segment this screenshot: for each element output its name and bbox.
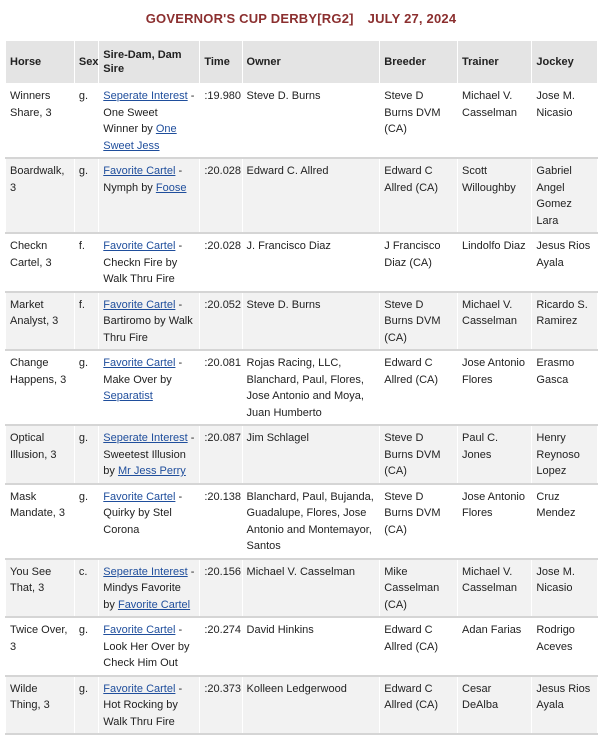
sex-cell: g. [74, 158, 98, 233]
sire-dam-cell: Favorite Cartel - Hot Rocking by Walk Thru Fire [99, 676, 200, 735]
sire-link[interactable]: Seperate Interest [103, 565, 188, 578]
breeder-cell: Edward C Allred (CA) [380, 158, 458, 233]
breeder-cell: Steve D Burns DVM (CA) [380, 84, 458, 159]
sire-link[interactable]: Favorite Cartel [103, 490, 176, 503]
sire-link[interactable]: Favorite Cartel [103, 165, 176, 177]
by-label: by [103, 598, 115, 611]
time-cell: :20.081 [200, 350, 242, 425]
breeder-cell: Edward C Allred (CA) [380, 350, 458, 425]
sire-link[interactable]: Favorite Cartel [103, 682, 176, 695]
by-label: by [138, 507, 150, 519]
dam-name: One Sweet Winner [103, 106, 158, 135]
sex-cell: g. [74, 350, 98, 425]
sire-dam-cell: Seperate Interest - One Sweet Winner by One Sweet Jess [99, 84, 200, 159]
horse-cell: Twice Over, 3 [6, 617, 75, 676]
jockey-cell: Rodrigo Aceves [532, 617, 598, 676]
breeder-cell: Mike Casselman (CA) [380, 559, 458, 618]
owner-cell: Steve D. Burns [242, 292, 380, 351]
breeder-cell: Edward C Allred (CA) [380, 676, 458, 735]
race-name: GOVERNOR'S CUP DERBY[RG2] [145, 11, 354, 26]
dam-name: Quirky [103, 507, 136, 519]
sex-cell: g. [74, 617, 98, 676]
sire-dam-cell: Seperate Interest - Sweetest Illusion by Mr Jess Perry [99, 425, 200, 484]
time-cell: :20.274 [200, 617, 242, 676]
col-header-jockey: Jockey [532, 41, 598, 84]
dam-name: Checkn Fire [103, 256, 163, 269]
dam-sire-link[interactable]: Foose [155, 181, 187, 194]
dam-name: Nymph [103, 181, 139, 194]
race-date: JULY 27, 2024 [367, 11, 457, 26]
results-body [6, 84, 598, 735]
sire-link[interactable]: Favorite Cartel [103, 624, 176, 636]
trainer-cell: Paul C. Jones [458, 425, 532, 484]
table-row [6, 350, 598, 425]
table-row [6, 84, 598, 159]
time-cell: :20.028 [200, 233, 242, 292]
by-label: by [166, 699, 178, 711]
sire-dam-cell: Seperate Interest - Mindys Favorite by Favorite Cartel [99, 559, 200, 618]
col-header-sire-dam: Sire-Dam, Dam Sire [99, 41, 200, 84]
dam-sire-link[interactable]: Mr Jess Perry [117, 465, 186, 477]
jockey-cell: Erasmo Gasca [532, 350, 598, 425]
dam-name: Sweetest Illusion [103, 448, 186, 461]
breeder-cell: J Francisco Diaz (CA) [380, 233, 458, 292]
jockey-cell: Cruz Mendez [532, 484, 598, 559]
by-label: by [177, 640, 190, 653]
sire-dam-cell: Favorite Cartel - Checkn Fire by Walk Thru Fire [99, 233, 200, 292]
owner-cell: Jim Schlagel [242, 425, 380, 484]
dam-sire-link[interactable]: Separatist [103, 390, 153, 402]
sex-cell: g. [74, 676, 98, 735]
col-header-sex: Sex [74, 41, 98, 84]
jockey-cell: Jose M. Nicasio [532, 84, 598, 159]
jockey-cell: Ricardo S. Ramirez [532, 292, 598, 351]
sex-cell: f. [74, 233, 98, 292]
trainer-cell: Michael V. Casselman [458, 559, 532, 618]
table-row [6, 158, 598, 233]
trainer-cell: Jose Antonio Flores [458, 484, 532, 559]
owner-cell: Michael V. Casselman [242, 559, 380, 618]
sire-link[interactable]: Seperate Interest [103, 90, 188, 102]
sire-dam-cell: Favorite Cartel - Quirky by Stel Corona [99, 484, 200, 559]
breeder-cell: Steve D Burns DVM (CA) [380, 292, 458, 351]
dam-sire-name: Stel Corona [103, 507, 172, 536]
breeder-cell: Steve D Burns DVM (CA) [380, 425, 458, 484]
owner-cell: J. Francisco Diaz [242, 233, 380, 292]
owner-cell: Edward C. Allred [242, 158, 380, 233]
sex-cell: f. [74, 292, 98, 351]
horse-cell: Wilde Thing, 3 [6, 676, 75, 735]
col-header-time: Time [200, 41, 242, 84]
col-header-trainer: Trainer [458, 41, 532, 84]
trainer-cell: Lindolfo Diaz [458, 233, 532, 292]
table-row [6, 233, 598, 292]
owner-cell: David Hinkins [242, 617, 380, 676]
time-cell: :20.087 [200, 425, 242, 484]
sex-cell: g. [74, 425, 98, 484]
dam-sire-name: Check Him Out [103, 657, 178, 669]
horse-cell: Market Analyst, 3 [6, 292, 75, 351]
dam-name: Bartiromo [103, 315, 151, 327]
sire-dam-cell: Favorite Cartel - Look Her Over by Check Him Out [99, 617, 200, 676]
horse-cell: Change Happens, 3 [6, 350, 75, 425]
trainer-cell: Scott Willoughby [458, 158, 532, 233]
owner-cell: Kolleen Ledgerwood [242, 676, 380, 735]
dam-name: Hot Rocking [103, 699, 164, 711]
horse-cell: Boardwalk, 3 [6, 158, 75, 233]
by-label: by [160, 373, 172, 386]
by-label: by [154, 315, 166, 327]
time-cell: :20.028 [200, 158, 242, 233]
horse-cell: Winners Share, 3 [6, 84, 75, 159]
dam-sire-name: Walk Thru Fire [103, 715, 175, 728]
table-row [6, 559, 598, 618]
sire-dam-cell: Favorite Cartel - Nymph by Foose [99, 158, 200, 233]
dam-sire-name: Walk Thru Fire [103, 315, 193, 344]
table-header-row [6, 41, 598, 84]
col-header-owner: Owner [242, 41, 380, 84]
dam-name: Look Her Over [103, 640, 175, 653]
horse-cell: You See That, 3 [6, 559, 75, 618]
trainer-cell: Jose Antonio Flores [458, 350, 532, 425]
trainer-cell: Cesar DeAlba [458, 676, 532, 735]
time-cell: :20.156 [200, 559, 242, 618]
trainer-cell: Michael V. Casselman [458, 292, 532, 351]
dam-sire-link[interactable]: One Sweet Jess [103, 123, 177, 152]
dam-name: Make Over [103, 373, 158, 386]
horse-cell: Checkn Cartel, 3 [6, 233, 75, 292]
race-title [0, 0, 602, 37]
sex-cell: g. [74, 484, 98, 559]
owner-cell: Rojas Racing, LLC, Blanchard, Paul, Flores, Jose Antonio and Moya, Juan Humberto [242, 350, 380, 425]
owner-cell: Steve D. Burns [242, 84, 380, 159]
jockey-cell: Gabriel Angel Gomez Lara [532, 158, 598, 233]
time-cell: :20.052 [200, 292, 242, 351]
table-row [6, 484, 598, 559]
horse-cell: Mask Mandate, 3 [6, 484, 75, 559]
breeder-cell: Edward C Allred (CA) [380, 617, 458, 676]
sire-dam-cell: Favorite Cartel - Make Over by Separatist [99, 350, 200, 425]
sex-cell: g. [74, 84, 98, 159]
dam-name: Mindys Favorite [103, 582, 181, 594]
jockey-cell: Jesus Rios Ayala [532, 676, 598, 735]
sex-cell: c. [74, 559, 98, 618]
jockey-cell: Henry Reynoso Lopez [532, 425, 598, 484]
breeder-cell: Steve D Burns DVM (CA) [380, 484, 458, 559]
by-label: by [141, 123, 153, 135]
results-table [5, 40, 598, 735]
by-label: by [165, 256, 178, 269]
table-row [6, 292, 598, 351]
col-header-horse: Horse [6, 41, 75, 84]
dam-sire-link[interactable]: Favorite Cartel [117, 598, 191, 611]
sire-link[interactable]: Favorite Cartel [103, 357, 176, 369]
sire-link[interactable]: Seperate Interest [103, 432, 188, 444]
col-header-breeder: Breeder [380, 41, 458, 84]
owner-cell: Blanchard, Paul, Bujanda, Guadalupe, Flores, Jose Antonio and Montemayor, Santos [242, 484, 380, 559]
table-row [6, 676, 598, 735]
trainer-cell: Adan Farias [458, 617, 532, 676]
time-cell: :19.980 [200, 84, 242, 159]
sire-link[interactable]: Favorite Cartel [103, 298, 176, 311]
dam-sire-name: Walk Thru Fire [103, 273, 175, 285]
sire-dam-cell: Favorite Cartel - Bartiromo by Walk Thru Fire [99, 292, 200, 351]
time-cell: :20.138 [200, 484, 242, 559]
sire-link[interactable]: Favorite Cartel [103, 240, 176, 252]
jockey-cell: Jesus Rios Ayala [532, 233, 598, 292]
table-row [6, 425, 598, 484]
by-label: by [103, 465, 115, 477]
table-row [6, 617, 598, 676]
time-cell: :20.373 [200, 676, 242, 735]
horse-cell: Optical Illusion, 3 [6, 425, 75, 484]
trainer-cell: Michael V. Casselman [458, 84, 532, 159]
by-label: by [141, 181, 153, 194]
jockey-cell: Jose M. Nicasio [532, 559, 598, 618]
